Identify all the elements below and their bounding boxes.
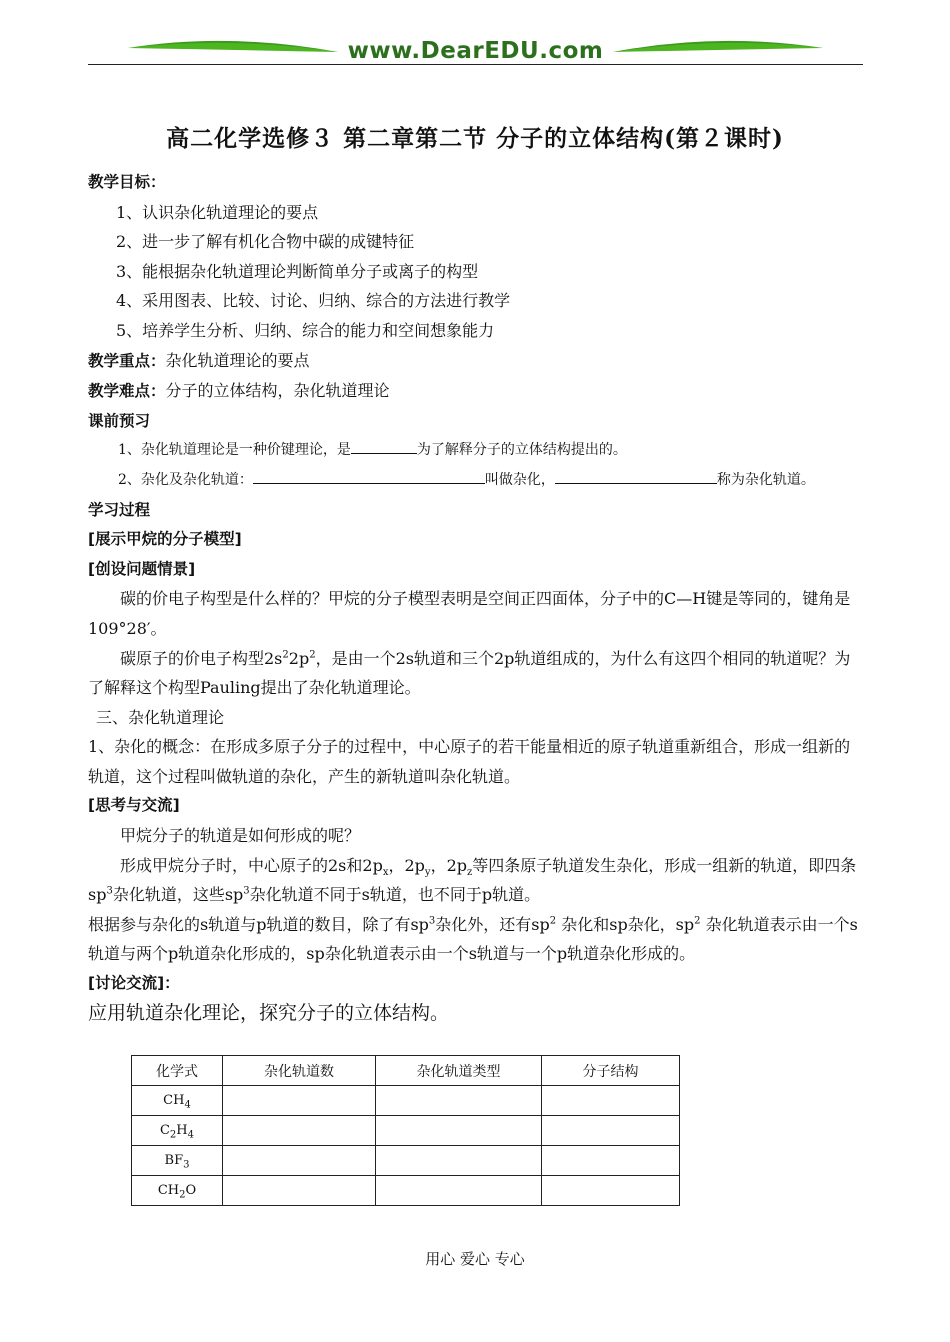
answer-cell[interactable] [223,1116,376,1146]
column-header: 分子结构 [542,1056,680,1086]
answer-cell[interactable] [542,1116,680,1146]
think-heading: [思考与交流] [88,796,180,815]
paragraph: 甲烷分子的轨道是如何形成的呢？ [120,826,361,846]
answer-cell[interactable] [376,1116,542,1146]
key-point: 教学重点：杂化轨道理论的要点 [88,350,310,370]
answer-cell[interactable] [542,1086,680,1116]
answer-cell[interactable] [542,1176,680,1206]
formula-cell: $C_2H_4$ [132,1116,223,1146]
column-header: 杂化轨道类型 [376,1056,542,1086]
table-row [132,1176,680,1206]
paragraph: 形成甲烷分子时，中心原子的2s和$2p_x$，$2p_y$，$2p_z$等四条原子轨道发生杂化，形成一组新的轨道，即四条$sp^3$杂化轨道，这些$sp^3$杂化轨道不同于s轨道，也不同于p轨道。 [88,855,857,905]
answer-cell[interactable] [542,1146,680,1176]
answer-blank[interactable] [253,467,485,484]
table-row [132,1146,680,1176]
objectives-heading: 教学目标： [88,173,166,191]
objective-item: 5、培养学生分析、归纳、综合的能力和空间想象能力 [116,320,495,340]
answer-blank[interactable] [351,437,417,454]
paragraph: 碳原子的价电子构型$2s^22p^2$，是由一个2s轨道和三个2p轨道组成的，为什么有这四个相同的轨道呢？为了解释这个构型Pauling提出了杂化轨道理论。 [88,648,851,698]
answer-cell[interactable] [376,1146,542,1176]
column-header: 杂化轨道数 [223,1056,376,1086]
answer-cell[interactable] [223,1146,376,1176]
site-header [88,34,863,72]
preview-question-2: 2、杂化及杂化轨道： 叫做杂化， 称为杂化轨道。 [88,466,864,496]
apply-instruction: 应用轨道杂化理论，探究分子的立体结构。 [88,1001,450,1024]
header-divider [88,64,863,65]
paragraph: 根据参与杂化的s轨道与p轨道的数目，除了有$sp^3$杂化外，还有$sp^2$ 杂化和sp杂化，$sp^2$ 杂化轨道表示由一个s轨道与两个p轨道杂化形成的，sp杂化轨道表示由一个s轨道与一个p轨道杂化形成的。 [88,914,858,964]
objective-item: 1、认识杂化轨道理论的要点 [116,202,319,222]
answer-cell[interactable] [223,1086,376,1116]
table-header-row [132,1056,680,1086]
answer-cell[interactable] [223,1176,376,1206]
objective-item: 4、采用图表、比较、讨论、归纳、综合的方法进行教学 [116,291,511,311]
process-heading: 学习过程 [88,500,151,519]
scenario-heading: [创设问题情景] [88,559,196,578]
table-row [132,1086,680,1116]
page-title: 高二化学选修３ 第二章第二节 分子的立体结构(第２课时) [166,125,784,152]
formula-cell: $CH_2O$ [132,1176,223,1206]
document-body [88,168,864,1028]
difficulty: 教学难点：分子的立体结构，杂化轨道理论 [88,381,390,401]
hybridization-table [131,1055,680,1206]
answer-blank[interactable] [555,467,717,484]
paragraph: 1、杂化的概念：在形成多原子分子的过程中，中心原子的若干能量相近的原子轨道重新组合，形成一组新的轨道，这个过程叫做轨道的杂化，产生的新轨道叫杂化轨道。 [88,737,851,786]
preview-question-1: 1、杂化轨道理论是一种价键理论，是 为了解释分子的立体结构提出的。 [88,436,864,466]
column-header: 化学式 [132,1056,223,1086]
paragraph: 碳的价电子构型是什么样的？甲烷的分子模型表明是空间正四面体，分子中的C—H键是等同的，键角是109°28′。 [88,589,851,638]
show-model-heading: [展示甲烷的分子模型] [88,530,242,549]
site-name: www.DearEDU.com [347,38,604,64]
section-heading: 三、杂化轨道理论 [96,707,225,727]
objective-item: 2、进一步了解有机化合物中碳的成键特征 [116,232,415,252]
answer-cell[interactable] [376,1086,542,1116]
formula-cell: $CH_4$ [132,1086,223,1116]
preview-heading: 课前预习 [88,411,151,430]
discuss-heading: [讨论交流]： [88,974,180,993]
answer-cell[interactable] [376,1176,542,1206]
objective-item: 3、能根据杂化轨道理论判断简单分子或离子的构型 [116,261,479,281]
table-row [132,1116,680,1146]
formula-cell: $BF_3$ [132,1146,223,1176]
page-footer: 用心 爱心 专心 [425,1250,525,1268]
